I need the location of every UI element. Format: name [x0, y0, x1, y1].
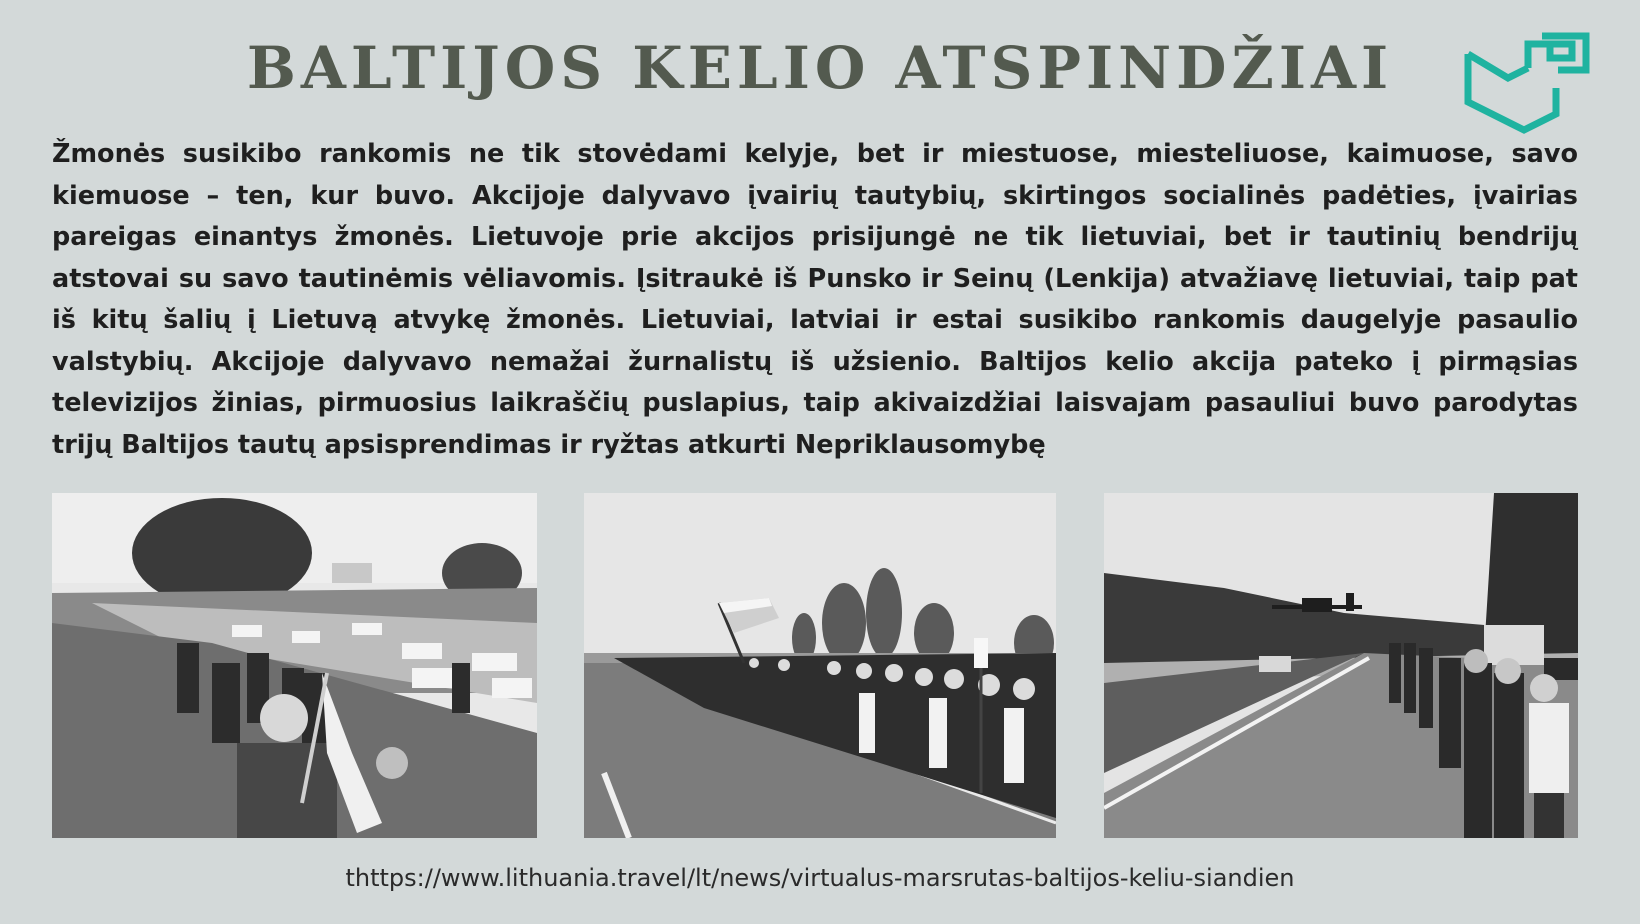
- photo-roadside-crowd: [52, 493, 537, 838]
- photo-highway-plane: [1104, 493, 1578, 838]
- body-paragraph: Žmonės susikibo rankomis ne tik stovėdami kelyje, bet ir miestuose, miesteliuose, kaimuose, savo kiemuose – ten, kur buvo. Akcijoje dalyvavo įvairių tautybių, skirtingos socialinės padėties, įvairias pareigas einantys žmonės. Lietuvoje prie akcijos prisijungė ne tik lietuviai, bet ir tautinių bendrijų atstovai su savo tautinėmis vėliavomis. Įsitraukė iš Punsko ir Seinų (Lenkija) atvažiavę lietuviai, taip pat iš kitų šalių į Lietuvą atvykę žmonės. Lietuviai, latviai ir estai susikibo rankomis daugelyje pasaulio valstybių. Akcijoje dalyvavo nemažai žurnalistų iš užsienio. Baltijos kelio akcija pateko į pirmąsias televizijos žinias, pirmuosius laikraščių puslapius, taip akivaizdžiai laisvajam pasauliui buvo parodytas trijų Baltijos tautų apsisprendimas ir ryžtas atkurti Nepriklausomybę: [52, 139, 1578, 460]
- photo-human-chain-road: [584, 493, 1056, 838]
- page-title: BALTIJOS KELIO ATSPINDŽIAI: [246, 34, 1394, 102]
- open-book-icon: [1462, 30, 1592, 140]
- source-url[interactable]: thttps://www.lithuania.travel/lt/news/virtualus-marsrutas-baltijos-keliu-siandien: [345, 864, 1295, 892]
